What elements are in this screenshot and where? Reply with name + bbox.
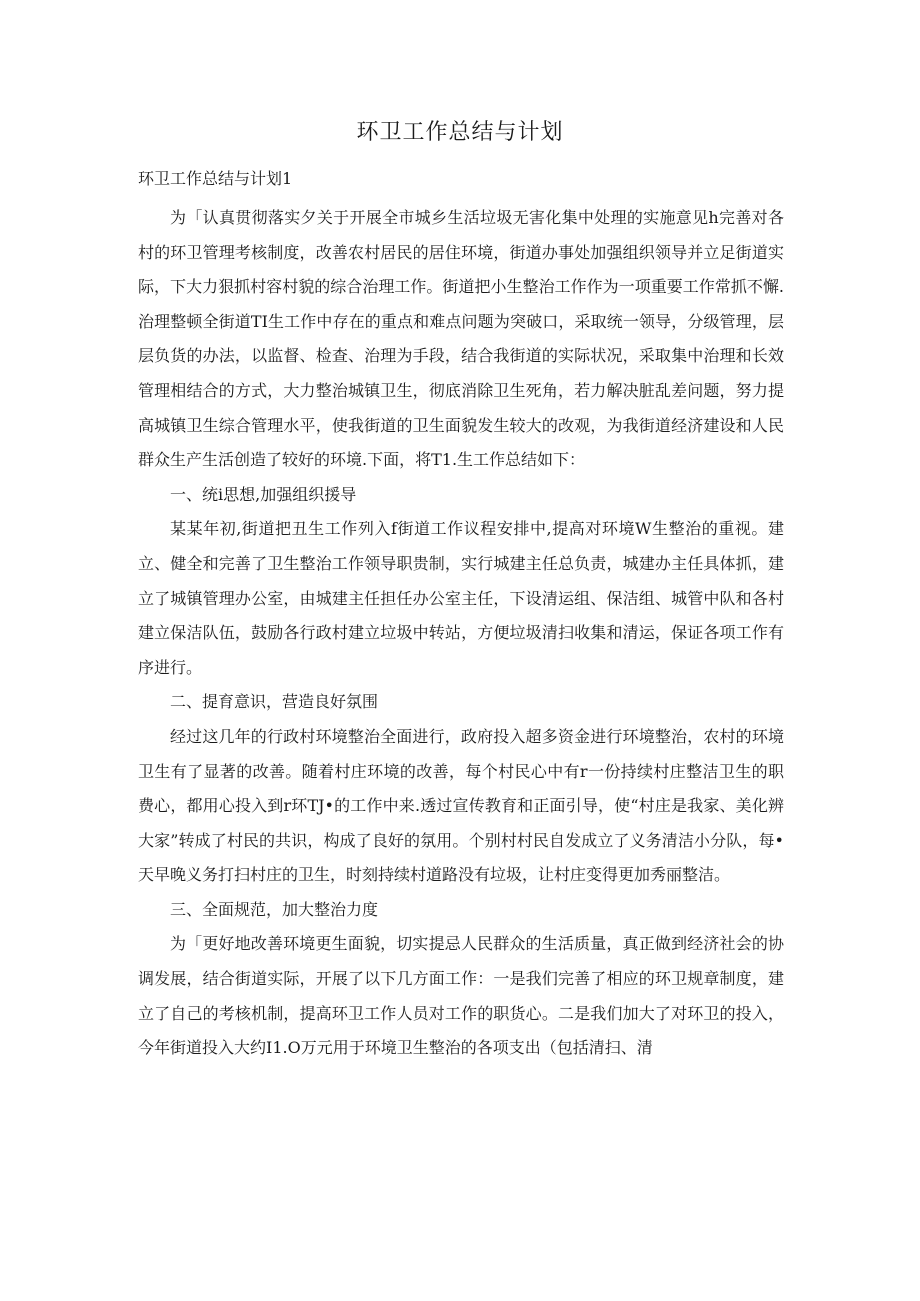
document-subtitle: 环卫工作总结与计划1 [138,169,293,188]
paragraph-section-2: 经过这几年的行政村环境整治全面进行，政府投入超多资金进行环境整治，农村的环境卫生有了显著的改善。随着村庄环境的改善，每个村民心中有r一份持续村庄整洁卫生的职费心，都用心投入到r环TJ•的工作中来.透过宣传教育和正面引导，使“村庄是我家、美化辨大家”转成了村民的共识，构成了良好的氛用。个别村村民自发成立了义务清洁小分队，每•天早晚义务打扫村庄的卫生，时刻持续村道路没有垃圾，让村庄变得更加秀丽整洁。 [138,726,784,885]
paragraph-section-1: 某某年初,街道把丑生工作列入f街道工作议程安排中,提高对环境W生整治的重视。建立、健全和完善了卫生整治工作领导职贵制，实行城建主任总负责，城建办主任具体抓，建立了城镇管理办公室，由城建主任担任办公室主任，下设清运组、保洁组、城管中队和各村建立保洁队伍，鼓励各行政村建立垃圾中转站，方便垃圾清扫收集和清运，保证各项工作有序进行。 [138,519,784,677]
section-heading-2: 二、提育意识，营造良好氛围 [170,692,379,712]
paragraph-intro: 为「认真贯彻落实夕关于开展全市城乡生活垃圾无害化集中处理的实施意见h完善对各村的环卫管理考核制度，改善农村居民的居住环境，街道办事处加强组织领导并立足街道实际，下大力狠抓村容村貌的综合治理工作。街道把小生整治工作作为一项重要工作常抓不懈.治理整顿全街道TI生工作中存在的重点和难点问题为突破口，采取统一领导，分级管理，层层负货的办法，以监督、检查、治理为手段，结合我街道的实际状况，采取集中治理和长效管理相结合的方式，大力整治城镇卫生，彻底消除卫生死角，若力解决脏乱差问题，努力提高城镇卫生综合管理水平，使我街道的卫生面貌发生较大的改观，为我街道经济建设和人民群众生产生活创造了较好的环境.下面，将T1.生工作总结如下： [138,208,784,470]
document-title: 环卫工作总结与计划 [356,120,564,145]
paragraph-section-3: 为「更好地改善环境更生面貌，切实提忌人民群众的生活质量，真正做到经济社会的协调发展，结合街道实际，开展了以下几方面工作：一是我们完善了相应的环卫规章制度，建立了自己的考核机制，提高环卫工作人员对工作的职货心。二是我们加大了对环卫的投入，今年街道投入大约I1.O万元用于环境卫生整治的各项支出（包括清扫、清 [138,934,784,1058]
section-heading-3: 三、全面规范，加大整治力度 [170,899,379,919]
document-body [138,201,784,1066]
section-heading-1: 一、统i思想,加强组织援导 [170,484,357,504]
